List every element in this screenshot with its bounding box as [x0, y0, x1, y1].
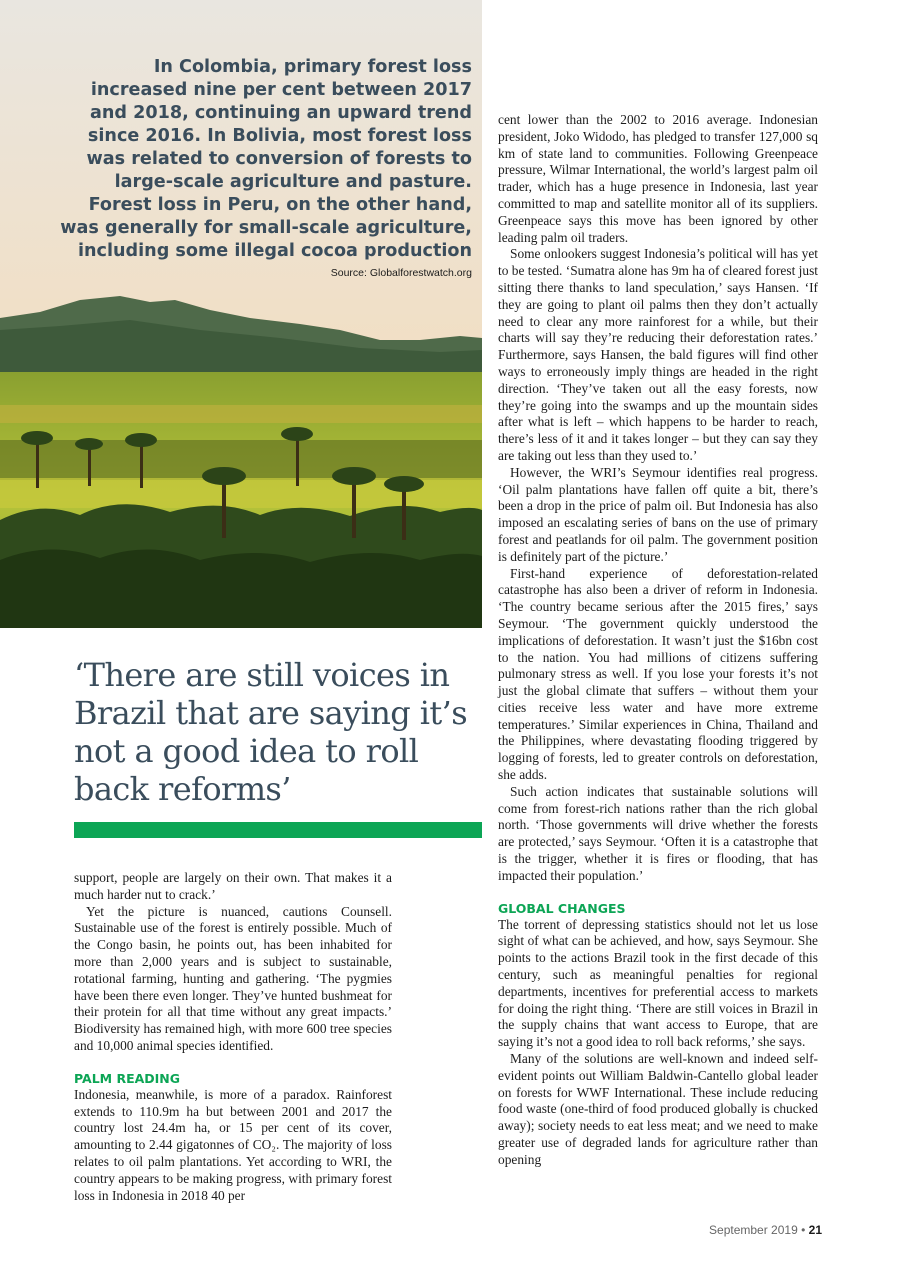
paragraph: Such action indicates that sustainable solutions will come from forest-rich nations rather than the rich global north. ‘Those governments will drive whether the forests are protected,’ says Seymour. ‘Often it is a catastrophe that is the trigger, whether it is fires or flooding, that has impacted their population.’ [498, 783, 818, 883]
pull-quote-rule [74, 822, 482, 838]
caption-text: In Colombia, primary forest loss increased nine per cent between 2017 and 2018, continuing an upward trend since 2016. In Bolivia, most forest loss was related to conversion of forests to large-scale agriculture and pasture. Forest loss in Peru, on the other hand, was generally for small-scale agriculture, including some illegal cocoa production [60, 57, 472, 261]
paragraph: Some onlookers suggest Indonesia’s political will has yet to be tested. ‘Sumatra alone has 9m ha of cleared forest just sitting there thanks to land speculation,’ says Hansen. ‘If they are going to plant oil palms then they don’t actually need to clear any more rainforest for a while, but their charts will say they’re reducing their deforestation rates.’ Furthermore, says Hansen, the bald figures will find other ways to erroneously imply things are headed in the right direction. ‘They’ve taken out all the easy forests, now they’re going into the swamps and up the mountain sides after what is left – which happens to be harder to reach, there’s less of it and it takes longer – but they can say they are taking out less than they used to.’ [498, 246, 818, 463]
pull-quote: ‘There are still voices in Brazil that are saying it’s not a good idea to roll back reforms’ [74, 656, 468, 808]
photo-caption [60, 56, 472, 279]
right-column [498, 112, 818, 1169]
paragraph: However, the WRI’s Seymour identifies real progress. ‘Oil palm plantations have fallen off quite a bit, there’s been a drop in the price of palm oil. But Indonesia has also imposed an escalating series of bans on the use of primary forest and peatlands for oil palm. The government position is definitely part of the picture.’ [498, 464, 818, 564]
paragraph: First-hand experience of deforestation-related catastrophe has also been a driver of reform in Indonesia. ‘The country became serious after the 2015 fires,’ says Seymour. ‘The government quickly understood the implications of deforestation. It wasn’t just the $16bn cost to the nation. You had millions of citizens suffering pulmonary stress as well. If you lose your forests it’s not just the global climate that suffers – without them your cities receive less water and have more extreme temperatures.’ Similar experiences in China, Thailand and the Philippines, where devastating flooding triggered by logging of forests, led to greater controls on deforestation, she adds. [498, 565, 818, 783]
caption-source: Source: Globalforestwatch.org [330, 267, 472, 279]
footer-separator: • [801, 1223, 806, 1237]
paragraph: Yet the picture is nuanced, cautions Counsell. Sustainable use of the forest is entirely possible. Much of the Congo basin, he points out, has been inhabited for more than 2,000 years and is subject to sustainable, rotational farming, hunting and gathering. ‘The pygmies have been there even longer. They’ve hunted bushmeat for their protein for all that time without any great impacts.’ Biodiversity has remained high, with more 600 tree species and 10,000 animal species identified. [74, 903, 392, 1053]
issue-date: September 2019 [709, 1223, 798, 1237]
paragraph: Indonesia, meanwhile, is more of a paradox. Rainforest extends to 110.9m ha but between 2001 and 2017 the country lost 24.4m ha, or 15 per cent of its cover, amounting to 2.44 gigatonnes of CO₂. The majority of loss relates to oil palm plantations. Yet according to WRI, the country appears to be making progress, with primary forest loss in Indonesia in 2018 40 per [74, 1086, 392, 1203]
paragraph: support, people are largely on their own. That makes it a much harder nut to crack.’ [74, 870, 392, 902]
paragraph: Many of the solutions are well-known and indeed self-evident points out William Baldwin-Cantello global leader on forests for WWF International. These include reducing food waste (one-third of food produced globally is chucked away); society needs to eat less meat; and we need to make greater use of degraded lands for agriculture rather than opening [498, 1051, 818, 1167]
section-heading: GLOBAL CHANGES [498, 900, 626, 916]
paragraph: cent lower than the 2002 to 2016 average. Indonesian president, Joko Widodo, has pledged to transfer 127,000 sq km of state land to communities. Following Greenpeace pressure, Wilmar International, the world’s largest palm oil trader, which has a huge presence in Indonesia, last year committed to map and satellite monitor all of its suppliers. Greenpeace says this move has been ignored by other leading palm oil traders. [498, 112, 818, 245]
left-column [74, 870, 392, 1204]
page-footer [709, 1223, 822, 1237]
section-heading: PALM READING [74, 1070, 181, 1086]
page-number: 21 [808, 1223, 822, 1237]
paragraph: The torrent of depressing statistics should not let us lose sight of what can be achieved, and how, says Seymour. She points to the actions Brazil took in the first decade of this century, such as meaningful penalties for regional departments, incentives for preferential access to markets for doing the right thing. ‘There are still voices in Brazil in the supply chains that want access to Europe, that are saying it’s not a good idea to roll back reforms,’ she says. [498, 916, 818, 1050]
